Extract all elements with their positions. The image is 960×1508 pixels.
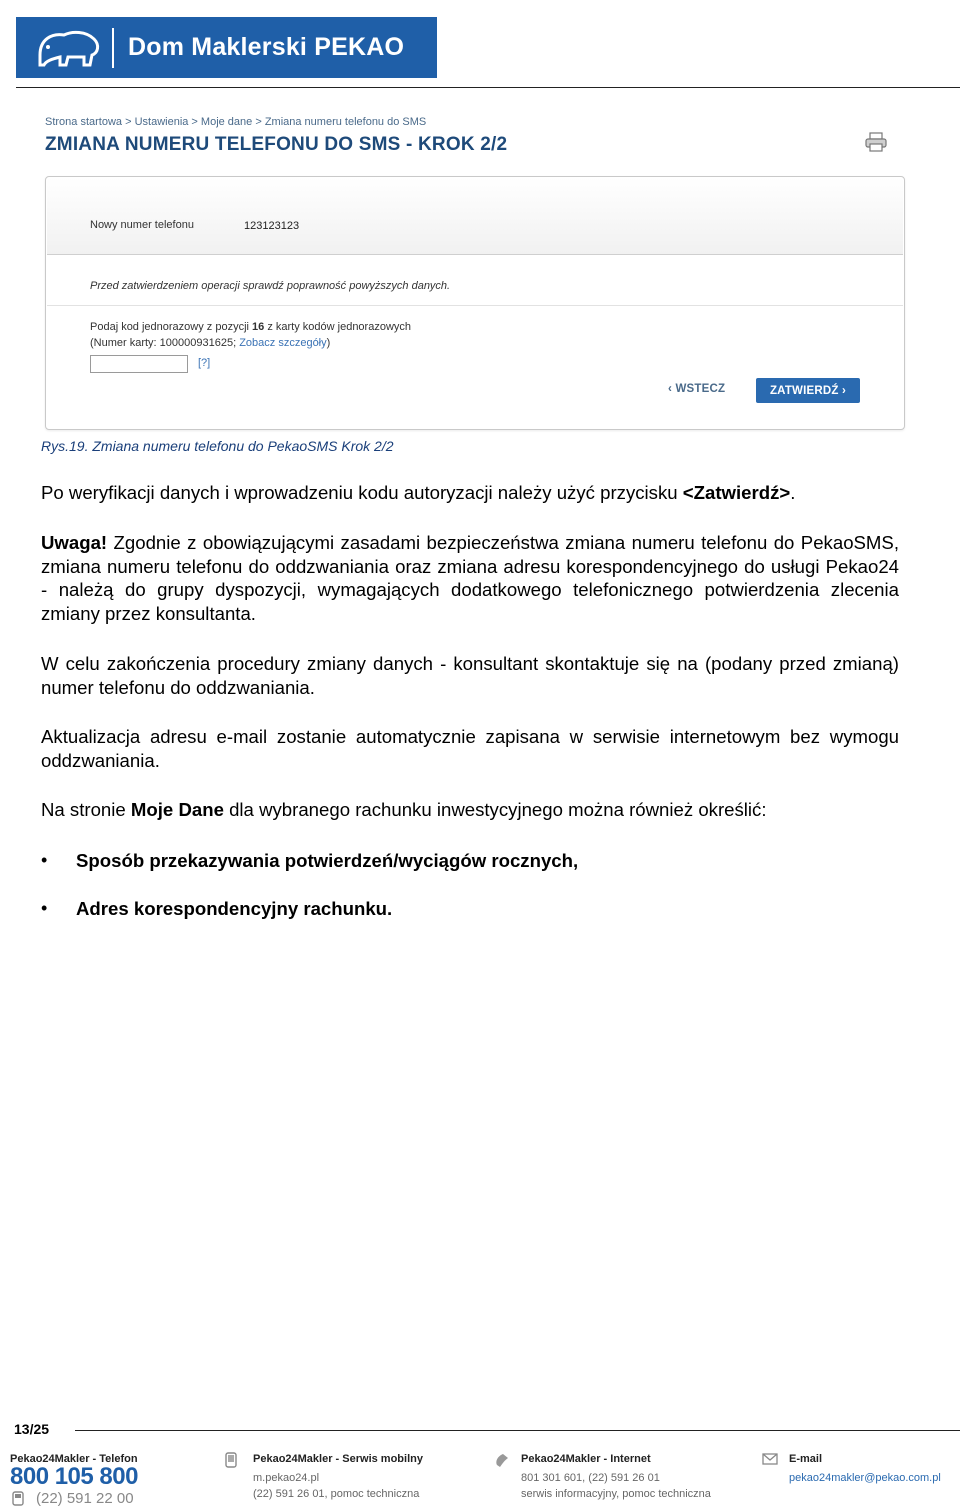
card-close: ): [326, 337, 331, 349]
code-position: 16: [252, 321, 265, 333]
footer-email-address[interactable]: pekao24makler@pekao.com.pl: [789, 1472, 941, 1484]
logo-separator: [112, 28, 114, 68]
paragraph-consultant: W celu zakończenia procedury zmiany danych - konsultant skontaktuje się na (podany przed zmianą) numer telefonu do oddzwaniania.: [41, 653, 899, 698]
new-phone-label: Nowy numer telefonu: [90, 219, 194, 231]
bullet-icon: •: [41, 898, 48, 918]
chevron-left-icon: ‹: [668, 383, 673, 395]
envelope-icon: [762, 1453, 778, 1465]
list-item: Sposób przekazywania potwierdzeń/wyciągów rocznych,: [76, 850, 579, 871]
footer-internet-support: serwis informacyjny, pomoc techniczna: [521, 1488, 711, 1500]
paragraph-my-data: [41, 798, 899, 822]
footer-internet-phones: 801 301 601, (22) 591 26 01: [521, 1472, 660, 1484]
code-prompt-text: Podaj kod jednorazowy z pozycji: [90, 321, 253, 333]
verify-notice: Przed zatwierdzeniem operacji sprawdź poprawność powyższych danych.: [90, 280, 451, 292]
brand-name: Dom Maklerski PEKAO: [128, 33, 405, 61]
footer-mobile-support: (22) 591 26 01, pomoc techniczna: [253, 1488, 420, 1500]
confirm-button[interactable]: [756, 378, 860, 403]
footer-mobile-title: Pekao24Makler - Serwis mobilny: [253, 1453, 423, 1465]
breadcrumb[interactable]: Strona startowa > Ustawienia > Moje dane > Zmiana numeru telefonu do SMS: [45, 116, 427, 128]
print-icon[interactable]: [865, 132, 887, 152]
paragraph-confirm: [41, 481, 899, 505]
warning-label: Uwaga!: [41, 532, 108, 553]
my-data-label: Moje Dane: [130, 799, 224, 820]
form-divider: [47, 305, 903, 306]
footer-phone-main: 800 105 800: [10, 1463, 138, 1490]
paragraph-warning: [41, 531, 899, 625]
footer-internet-title: Pekao24Makler - Internet: [521, 1453, 651, 1465]
sms-change-form: [45, 176, 905, 430]
header-divider: [16, 87, 960, 88]
paragraph-text: Po weryfikacji danych i wprowadzeniu kodu autoryzacji należy użyć przycisku: [41, 482, 683, 503]
footer-divider: [75, 1430, 960, 1431]
new-phone-value: 123123123: [244, 220, 300, 232]
code-prompt: [90, 319, 411, 351]
paragraph-text: Na stronie: [41, 799, 131, 820]
paragraph-email: Aktualizacja adresu e-mail zostanie automatycznie zapisana w serwisie internetowym bez wymogu oddzwaniania.: [41, 726, 899, 771]
phone-summary-section: [47, 178, 903, 255]
help-link[interactable]: [?]: [198, 357, 211, 369]
bullet-icon: •: [41, 850, 48, 870]
paragraph-text-end: dla wybranego rachunku inwestycyjnego można również określić:: [223, 799, 767, 820]
page-number: 13/25: [14, 1421, 50, 1437]
code-prompt-text-end: z karty kodów jednorazowych: [264, 321, 412, 333]
figure-caption: Rys.19. Zmiana numeru telefonu do PekaoSMS Krok 2/2: [41, 438, 394, 454]
list-item: Adres korespondencyjny rachunku.: [76, 898, 393, 919]
confirm-button-label: ZATWIERDŹ: [769, 384, 839, 397]
paragraph-end: .: [790, 482, 796, 503]
one-time-code-input[interactable]: [90, 355, 188, 373]
mouse-icon: [494, 1452, 510, 1468]
confirm-reference: <Zatwierdź>: [682, 482, 791, 503]
footer-mobile-url: m.pekao24.pl: [253, 1472, 320, 1484]
card-details-link[interactable]: Zobacz szczegóły: [239, 337, 327, 349]
back-button[interactable]: [668, 383, 725, 395]
footer-phone-alt: (22) 591 22 00: [36, 1490, 134, 1507]
back-button-label: WSTECZ: [675, 383, 726, 395]
warning-text: Zgodnie z obowiązującymi zasadami bezpieczeństwa zmiana numeru telefonu do PekaoSMS, zmiana numeru telefonu do oddzwaniania oraz zmiana adresu korespondencyjnego do usługi Pekao24 - należą do grupy dyspozycji, wymagających dodatkowego telefonicznego potwierdzenia zlecenia zmiany przez konsultanta.: [41, 532, 899, 624]
chevron-right-icon: ›: [838, 384, 847, 397]
mobile-icon: [225, 1452, 237, 1468]
footer-email-title: E-mail: [789, 1453, 823, 1465]
footer-phone-title: Pekao24Makler - Telefon: [10, 1453, 138, 1465]
phone-icon: [12, 1491, 24, 1506]
brand-logo: [16, 17, 437, 78]
bison-icon: [34, 23, 104, 73]
card-number-label: (Numer karty: 100000931625;: [90, 337, 240, 349]
page-title: ZMIANA NUMERU TELEFONU DO SMS - KROK 2/2: [45, 134, 508, 155]
